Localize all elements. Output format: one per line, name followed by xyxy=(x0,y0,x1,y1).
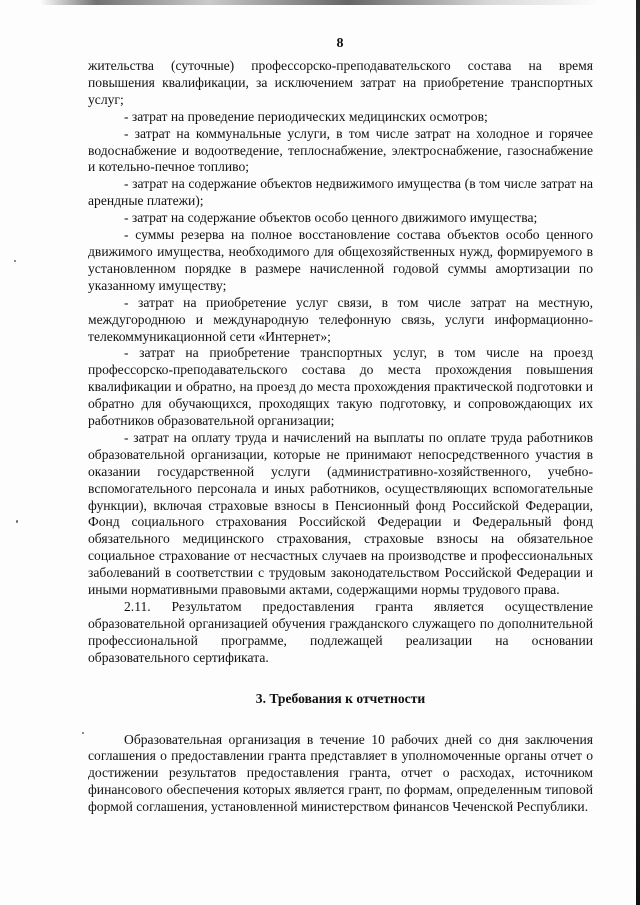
page-number: 8 xyxy=(336,36,344,51)
list-item: - затрат на проведение периодических медицинских осмотров; xyxy=(124,108,488,124)
list-item: - затрат на коммунальные услуги, в том числе затрат на холодное и горячее водоснабжение и водоотведение, теплоснабжение, электроснабжение, газоснабжение и котельно-печное топливо; xyxy=(88,125,593,175)
document-body xyxy=(88,58,593,816)
section-heading: 3. Требования к отчетности xyxy=(255,690,426,706)
scan-edge-top xyxy=(40,0,600,5)
list-item: - затрат на содержание объектов особо ценного движимого имущества; xyxy=(124,210,538,226)
scan-speck xyxy=(82,732,84,734)
list-item: - затрат на оплату труда и начислений на выплаты по оплате труда работников образовательной организации, которые не принимают непосредственного участия в оказании государственной услуги (административно-хозяйственного, учебно-вспомогательного персонала и иных работников, осуществляющих вспомогательные функции), включая страховые взносы в Пенсионный фонд Российской Федерации, Фонд социального страхования Российской Федерации и Федеральный фонд обязательного медицинского страхования, страховые взносы на обязательное социальное страхование от несчастных случаев на производстве и профессиональных заболеваний в соответствии с трудовым законодательством Российской Федерации и иными нормативными правовыми актами, содержащими нормы трудового права. xyxy=(88,429,593,598)
list-item: - затрат на содержание объектов недвижимого имущества (в том числе затрат на арендные платежи); xyxy=(88,176,593,209)
list-item: - суммы резерва на полное восстановление состава объектов особо ценного движимого имущества, необходимого для общехозяйственных нужд, формируемого в установленном порядке в размере начисленной годовой суммы амортизации по указанному имуществу; xyxy=(88,227,593,293)
list-item: - затрат на приобретение транспортных услуг, в том числе на проезд профессорско-преподавательского состава до места прохождения повышения квалификации и обратно, на проезд до места прохождения практической подготовки и обратно для обучающихся, проходящих такую подготовку, и сопровождающих их работников образовательной организации; xyxy=(88,345,593,429)
paragraph: жительства (суточные) профессорско-преподавательского состава на время повышения квалификации, за исключением затрат на приобретение транспортных услуг; xyxy=(88,58,593,107)
scan-speck xyxy=(14,260,16,262)
paragraph: Образовательная организация в течение 10 рабочих дней со дня заключения соглашения о предоставлении гранта представляет в уполномоченные органы отчет о достижении результатов предоставления гранта, отчет о расходах, источником финансового обеспечения которых является грант, по формам, определенным типовой формой соглашения, установленной министерством финансов Чеченской Республики. xyxy=(88,731,593,815)
paragraph: 2.11. Результатом предоставления гранта является осуществление образовательной организацией обучения гражданского служащего по дополнительной профессиональной программе, подлежащей реализации на основании образовательного сертификата. xyxy=(88,599,593,665)
list-item: - затрат на приобретение услуг связи, в том числе затрат на местную, междугороднюю и международную телефонную связь, услуги информационно-телекоммуникационной сети «Интернет»; xyxy=(88,294,593,344)
scan-speck xyxy=(16,520,18,523)
scan-edge-right xyxy=(636,0,640,905)
